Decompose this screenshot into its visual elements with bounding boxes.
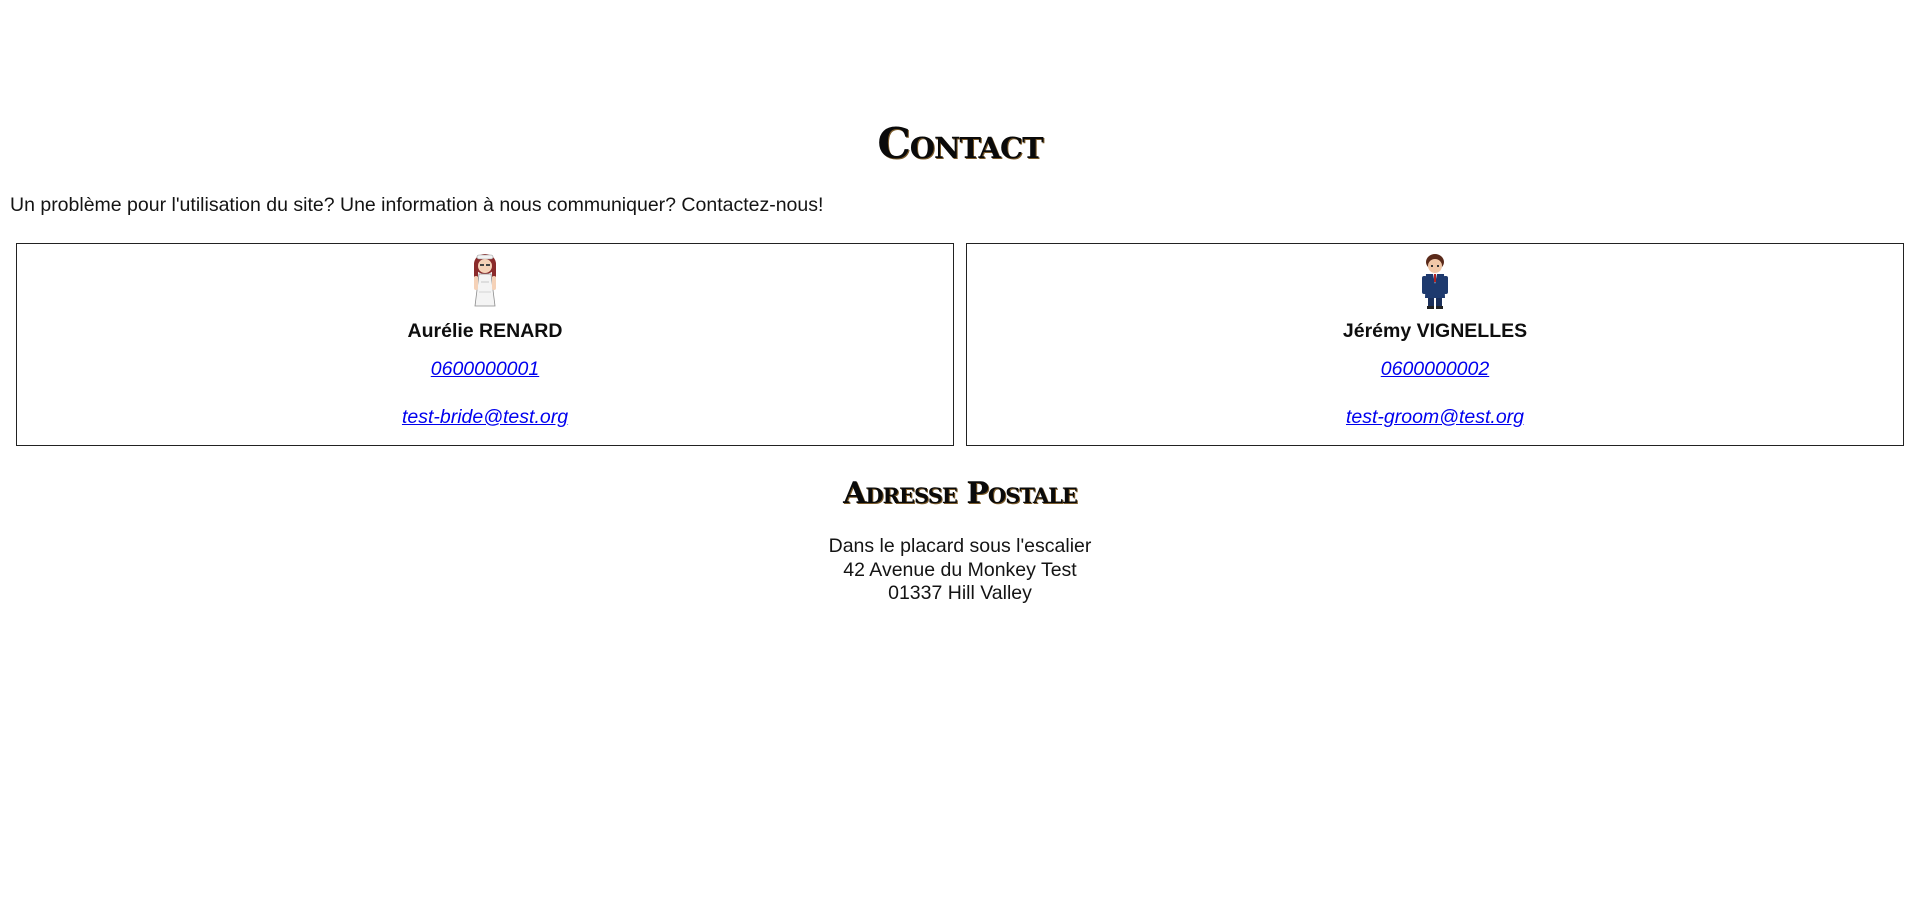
contact-name: Aurélie RENARD xyxy=(407,320,563,342)
address-line: Dans le placard sous l'escalier xyxy=(828,535,1092,557)
address-line: 01337 Hill Valley xyxy=(888,582,1032,604)
contact-email-link[interactable]: test-bride@test.org xyxy=(401,406,569,428)
contact-email-link[interactable]: test-groom@test.org xyxy=(1345,406,1525,428)
groom-avatar-icon xyxy=(1415,252,1455,310)
contact-card-bride xyxy=(16,243,954,446)
contact-card-groom xyxy=(966,243,1904,446)
contact-phone-link[interactable]: 0600000001 xyxy=(430,358,540,380)
page-title: Contact xyxy=(877,119,1043,168)
address-heading: Adresse Postale xyxy=(843,476,1077,511)
contact-name: Jérémy VIGNELLES xyxy=(1342,320,1528,342)
intro-text: Un problème pour l'utilisation du site? Une information à nous communiquer? Contactez-nous! xyxy=(10,194,824,216)
contact-phone-link[interactable]: 0600000002 xyxy=(1380,358,1490,380)
address-line: 42 Avenue du Monkey Test xyxy=(843,558,1077,581)
bride-avatar-icon xyxy=(465,252,505,310)
contact-cards xyxy=(16,243,1904,448)
postal-address xyxy=(0,535,1920,606)
